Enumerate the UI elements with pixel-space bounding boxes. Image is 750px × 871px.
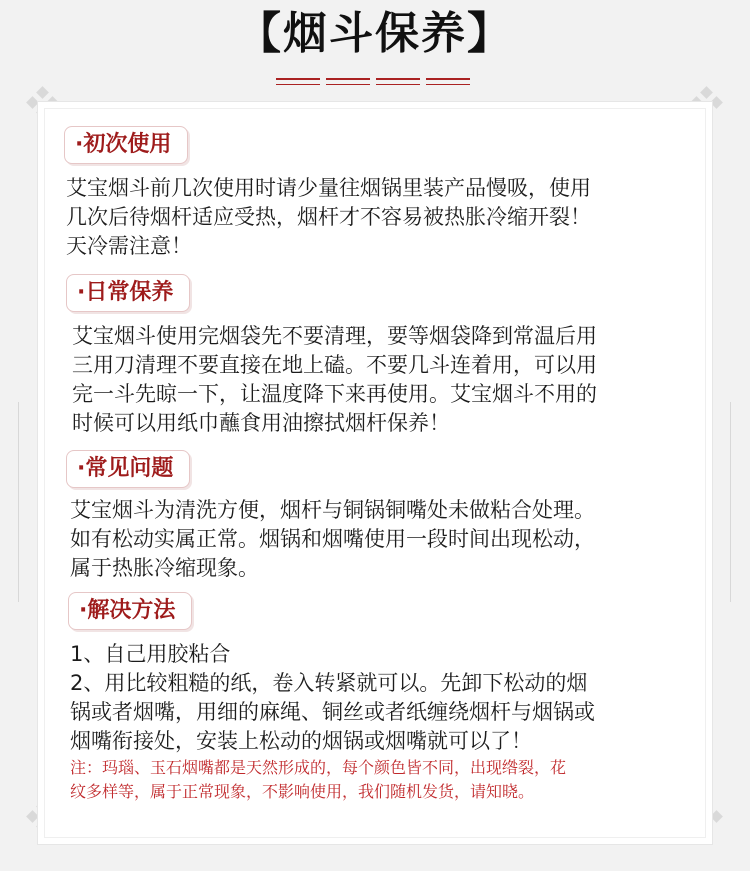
section-label-common-issues: ·常见问题	[66, 450, 190, 488]
page-title: 【烟斗保养】	[237, 8, 513, 59]
section-text-solutions: 1、自己用胶粘合 2、用比较粗糙的纸，卷入转紧就可以。先卸下松动的烟 锅或者烟嘴，用细的麻绳、铜丝或者纸缠绕烟杆与烟锅或 烟嘴衔接处，安装上松动的烟锅或烟嘴就可以了！	[70, 642, 595, 753]
content-card	[38, 102, 712, 844]
notice-text: 注：玛瑙、玉石烟嘴都是天然形成的，每个颜色皆不同，出现绺裂，花 纹多样等，属于正常现象，不影响使用，我们随机发货，请知晓。	[70, 758, 567, 801]
section-label-first-use: ·初次使用	[64, 126, 188, 164]
section-text-common-issues: 艾宝烟斗为清洗方便，烟杆与铜锅铜嘴处未做粘合处理。 如有松动实属正常。烟锅和烟嘴使用一段时间出现松动， 属于热胀冷缩现象。	[70, 498, 595, 580]
section-text-daily-care: 艾宝烟斗使用完烟袋先不要清理，要等烟袋降到常温后用 三用刀清理不要直接在地上磕。不要几斗连着用，可以用 完一斗先晾一下，让温度降下来再使用。艾宝烟斗不用的 时候可以用纸巾蘸食用油擦拭烟杆保养！	[72, 324, 597, 435]
section-text-first-use: 艾宝烟斗前几次使用时请少量往烟锅里装产品慢吸，使用 几次后待烟杆适应受热，烟杆才不容易被热胀冷缩开裂！ 天冷需注意！	[66, 176, 591, 258]
section-label-daily-care: ·日常保养	[66, 274, 190, 312]
divider	[18, 402, 19, 602]
title-underline	[276, 70, 476, 89]
divider	[730, 402, 731, 602]
section-label-solutions: ·解决方法	[68, 592, 192, 630]
title-area	[0, 6, 750, 62]
